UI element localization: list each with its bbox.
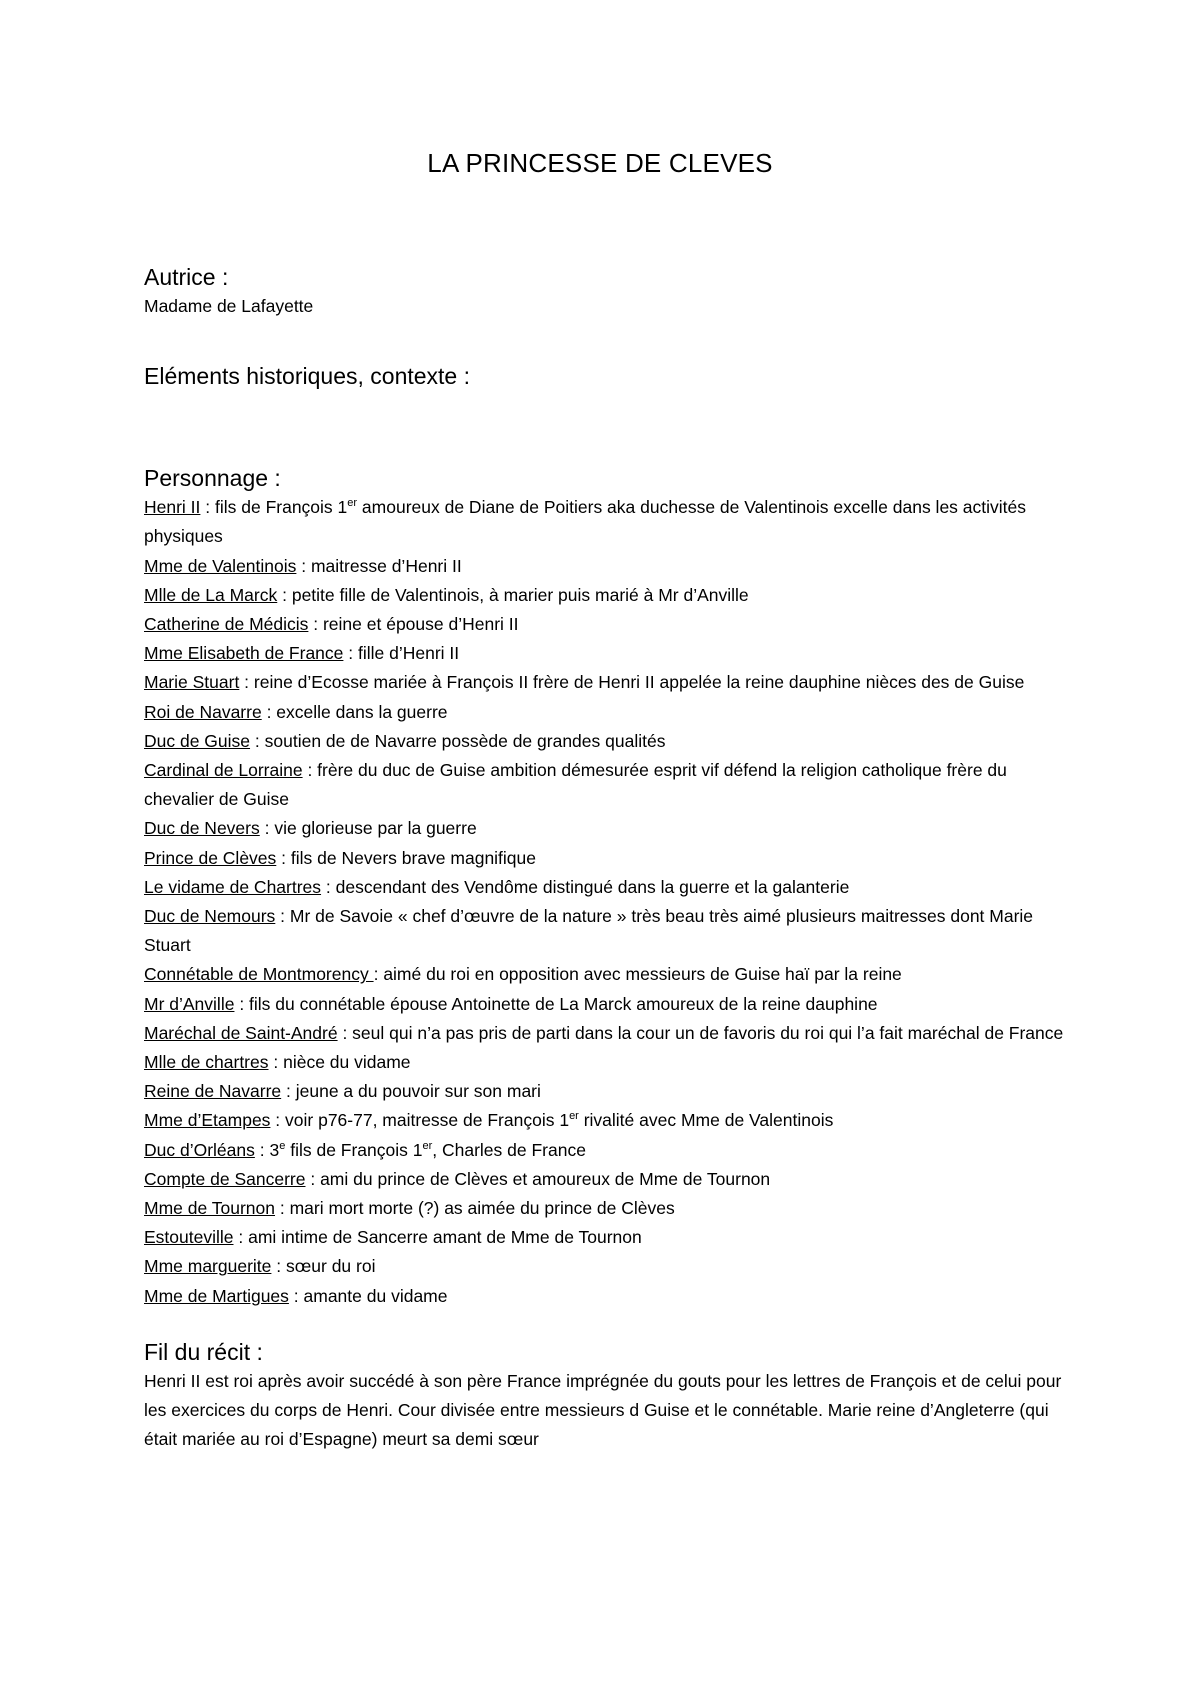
character-separator: : — [250, 730, 265, 751]
plot-heading: Fil du récit : — [144, 1338, 263, 1365]
character-entry — [144, 581, 1064, 610]
character-entry — [144, 1252, 1064, 1281]
character-name: Mme Elisabeth de France — [144, 643, 344, 664]
character-entry — [144, 493, 1064, 551]
character-entry — [144, 960, 1064, 989]
character-name: Roi de Navarre — [144, 701, 262, 722]
character-separator: : — [254, 1139, 270, 1160]
character-entry — [144, 756, 1064, 814]
character-name: Mme de Tournon — [144, 1198, 276, 1219]
character-name: Duc d’Orléans — [144, 1139, 255, 1160]
character-description: fils du connétable épouse Antoinette de La Marck amoureux de la reine dauphine — [249, 993, 878, 1014]
character-entry — [144, 1136, 1064, 1165]
character-description: descendant des Vendôme distingué dans la guerre et la galanterie — [335, 876, 850, 897]
character-name: Mlle de La Marck — [144, 584, 278, 605]
section-context — [144, 361, 1064, 391]
character-separator: : — [302, 760, 318, 781]
character-entry — [144, 1019, 1064, 1048]
character-separator: : — [234, 993, 250, 1014]
character-entry — [144, 1223, 1064, 1252]
character-name: Prince de Clèves — [144, 847, 277, 868]
section-characters — [144, 463, 1064, 1311]
character-name: Mme de Martigues — [144, 1285, 289, 1306]
ordinal-superscript: er — [422, 1139, 433, 1152]
character-separator: : — [275, 906, 290, 927]
character-name: Compte de Sancerre — [144, 1168, 306, 1189]
character-description: soutien de de Navarre possède de grandes qualités — [264, 730, 666, 751]
character-separator: : — [271, 1256, 286, 1277]
character-separator: : — [233, 1227, 249, 1248]
character-name: Maréchal de Saint-André — [144, 1022, 338, 1043]
character-name: Duc de Nevers — [144, 818, 260, 839]
character-entry — [144, 844, 1064, 873]
character-description — [269, 1140, 585, 1160]
plot-text: Henri II est roi après avoir succédé à son père France imprégnée du gouts pour les lettres de François et de celui pour les exercices du corps de Henri. Cour divisée entre messieurs d Guise et le connétable. Marie reine d’Angleterre (qui était mariée au roi d’Espagne) meurt sa demi sœur — [144, 1370, 1062, 1450]
character-entry — [144, 1194, 1064, 1223]
character-name: Duc de Guise — [144, 730, 251, 751]
character-description: vie glorieuse par la guerre — [274, 818, 477, 839]
character-name: Cardinal de Lorraine — [144, 760, 303, 781]
character-name: Le vidame de Chartres — [144, 876, 322, 897]
character-entry — [144, 873, 1064, 902]
character-description: fils de Nevers brave magnifique — [290, 847, 537, 868]
character-name: Mme de Valentinois — [144, 555, 297, 576]
character-name: Duc de Nemours — [144, 906, 276, 927]
character-name: Henri II — [144, 497, 201, 518]
character-description: amante du vidame — [303, 1285, 448, 1306]
character-separator: : — [321, 876, 336, 897]
character-description: frère du duc de Guise ambition démesurée esprit vif défend la religion catholique frère du chevalier de Guise — [144, 760, 1007, 810]
character-entry — [144, 639, 1064, 668]
character-separator: : — [268, 1052, 284, 1073]
character-description: ami du prince de Clèves et amoureux de Mme de Tournon — [320, 1168, 771, 1189]
character-description: Mr de Savoie « chef d’œuvre de la nature » très beau très aimé plusieurs maitresses dont Marie Stuart — [144, 906, 1034, 956]
character-description: maitresse d’Henri II — [310, 555, 462, 576]
character-list — [144, 493, 1064, 1311]
character-name: Mme marguerite — [144, 1256, 272, 1277]
character-entry — [144, 610, 1064, 639]
character-separator: : — [261, 701, 277, 722]
character-entry — [144, 1077, 1064, 1106]
character-description — [144, 497, 1026, 546]
character-entry — [144, 668, 1064, 697]
character-separator: : — [275, 1198, 290, 1219]
author-heading: Autrice : — [144, 264, 229, 290]
character-description: reine d’Ecosse mariée à François II frère de Henri II appelée la reine dauphine nièces des de Guise — [253, 672, 1025, 693]
character-entry — [144, 552, 1064, 581]
character-separator: : — [337, 1022, 353, 1043]
character-separator: : — [305, 1168, 321, 1189]
description-part: amoureux de Diane de Poitiers aka duchesse de Valentinois excelle dans les activités physiques — [144, 497, 1027, 547]
character-description: nièce du vidame — [283, 1052, 411, 1073]
context-heading: Eléments historiques, contexte : — [144, 363, 470, 390]
character-separator: : — [270, 1110, 286, 1131]
character-separator: : — [343, 643, 358, 664]
character-description: aimé du roi en opposition avec messieurs de Guise haï par la reine — [383, 964, 902, 985]
character-entry — [144, 698, 1064, 727]
character-name: Estouteville — [144, 1227, 234, 1248]
character-description: mari mort morte (?) as aimée du prince de Clèves — [289, 1198, 675, 1219]
character-name: Connétable de Montmorency — [144, 964, 374, 985]
character-name: Reine de Navarre — [144, 1081, 282, 1102]
description-part: fils de François 1 — [215, 497, 348, 518]
character-separator: : — [200, 497, 215, 518]
character-separator: : — [276, 847, 291, 868]
document-title: LA PRINCESSE DE CLEVES — [427, 148, 773, 178]
section-plot — [144, 1337, 1064, 1455]
character-description: sœur du roi — [286, 1256, 376, 1277]
section-author — [144, 262, 1064, 321]
character-name: Marie Stuart — [144, 672, 240, 693]
description-part: fils de François 1 — [285, 1139, 423, 1160]
character-separator: : — [239, 672, 254, 693]
character-separator: : — [373, 964, 384, 985]
character-entry — [144, 814, 1064, 843]
character-description: ami intime de Sancerre amant de Mme de Tournon — [248, 1227, 642, 1248]
character-separator: : — [308, 614, 323, 635]
description-part: , Charles de France — [432, 1139, 586, 1160]
character-separator: : — [288, 1285, 304, 1306]
character-separator: : — [277, 584, 292, 605]
ordinal-superscript: er — [569, 1110, 579, 1123]
character-entry — [144, 1106, 1064, 1135]
character-entry — [144, 727, 1064, 756]
description-part: 3 — [269, 1139, 280, 1160]
character-description: excelle dans la guerre — [276, 701, 448, 722]
character-entry — [144, 902, 1064, 960]
character-name: Mlle de chartres — [144, 1052, 269, 1073]
characters-heading: Personnage : — [144, 465, 281, 492]
character-entry — [144, 1165, 1064, 1194]
character-entry — [144, 1048, 1064, 1077]
description-part: rivalité avec Mme de Valentinois — [578, 1110, 834, 1131]
ordinal-superscript: e — [279, 1139, 286, 1152]
character-description: seul qui n’a pas pris de parti dans la cour un de favoris du roi qui l’a fait maréchal de France — [352, 1022, 1064, 1043]
ordinal-superscript: er — [347, 497, 358, 510]
character-description: reine et épouse d’Henri II — [322, 614, 519, 635]
author-name: Madame de Lafayette — [144, 296, 314, 316]
character-description: petite fille de Valentinois, à marier puis marié à Mr d’Anville — [291, 584, 749, 605]
character-separator: : — [281, 1081, 296, 1102]
character-entry — [144, 990, 1064, 1019]
character-description: jeune a du pouvoir sur son mari — [295, 1081, 541, 1102]
character-separator: : — [296, 555, 311, 576]
character-separator: : — [259, 818, 275, 839]
character-name: Mme d’Etampes — [144, 1110, 271, 1131]
document-body — [144, 262, 1064, 1455]
character-entry — [144, 1282, 1064, 1311]
character-description — [285, 1110, 833, 1130]
character-description: fille d’Henri II — [358, 643, 460, 664]
character-name: Catherine de Médicis — [144, 614, 309, 635]
description-part: voir p76-77, maitresse de François 1 — [285, 1110, 570, 1131]
character-name: Mr d’Anville — [144, 993, 235, 1014]
